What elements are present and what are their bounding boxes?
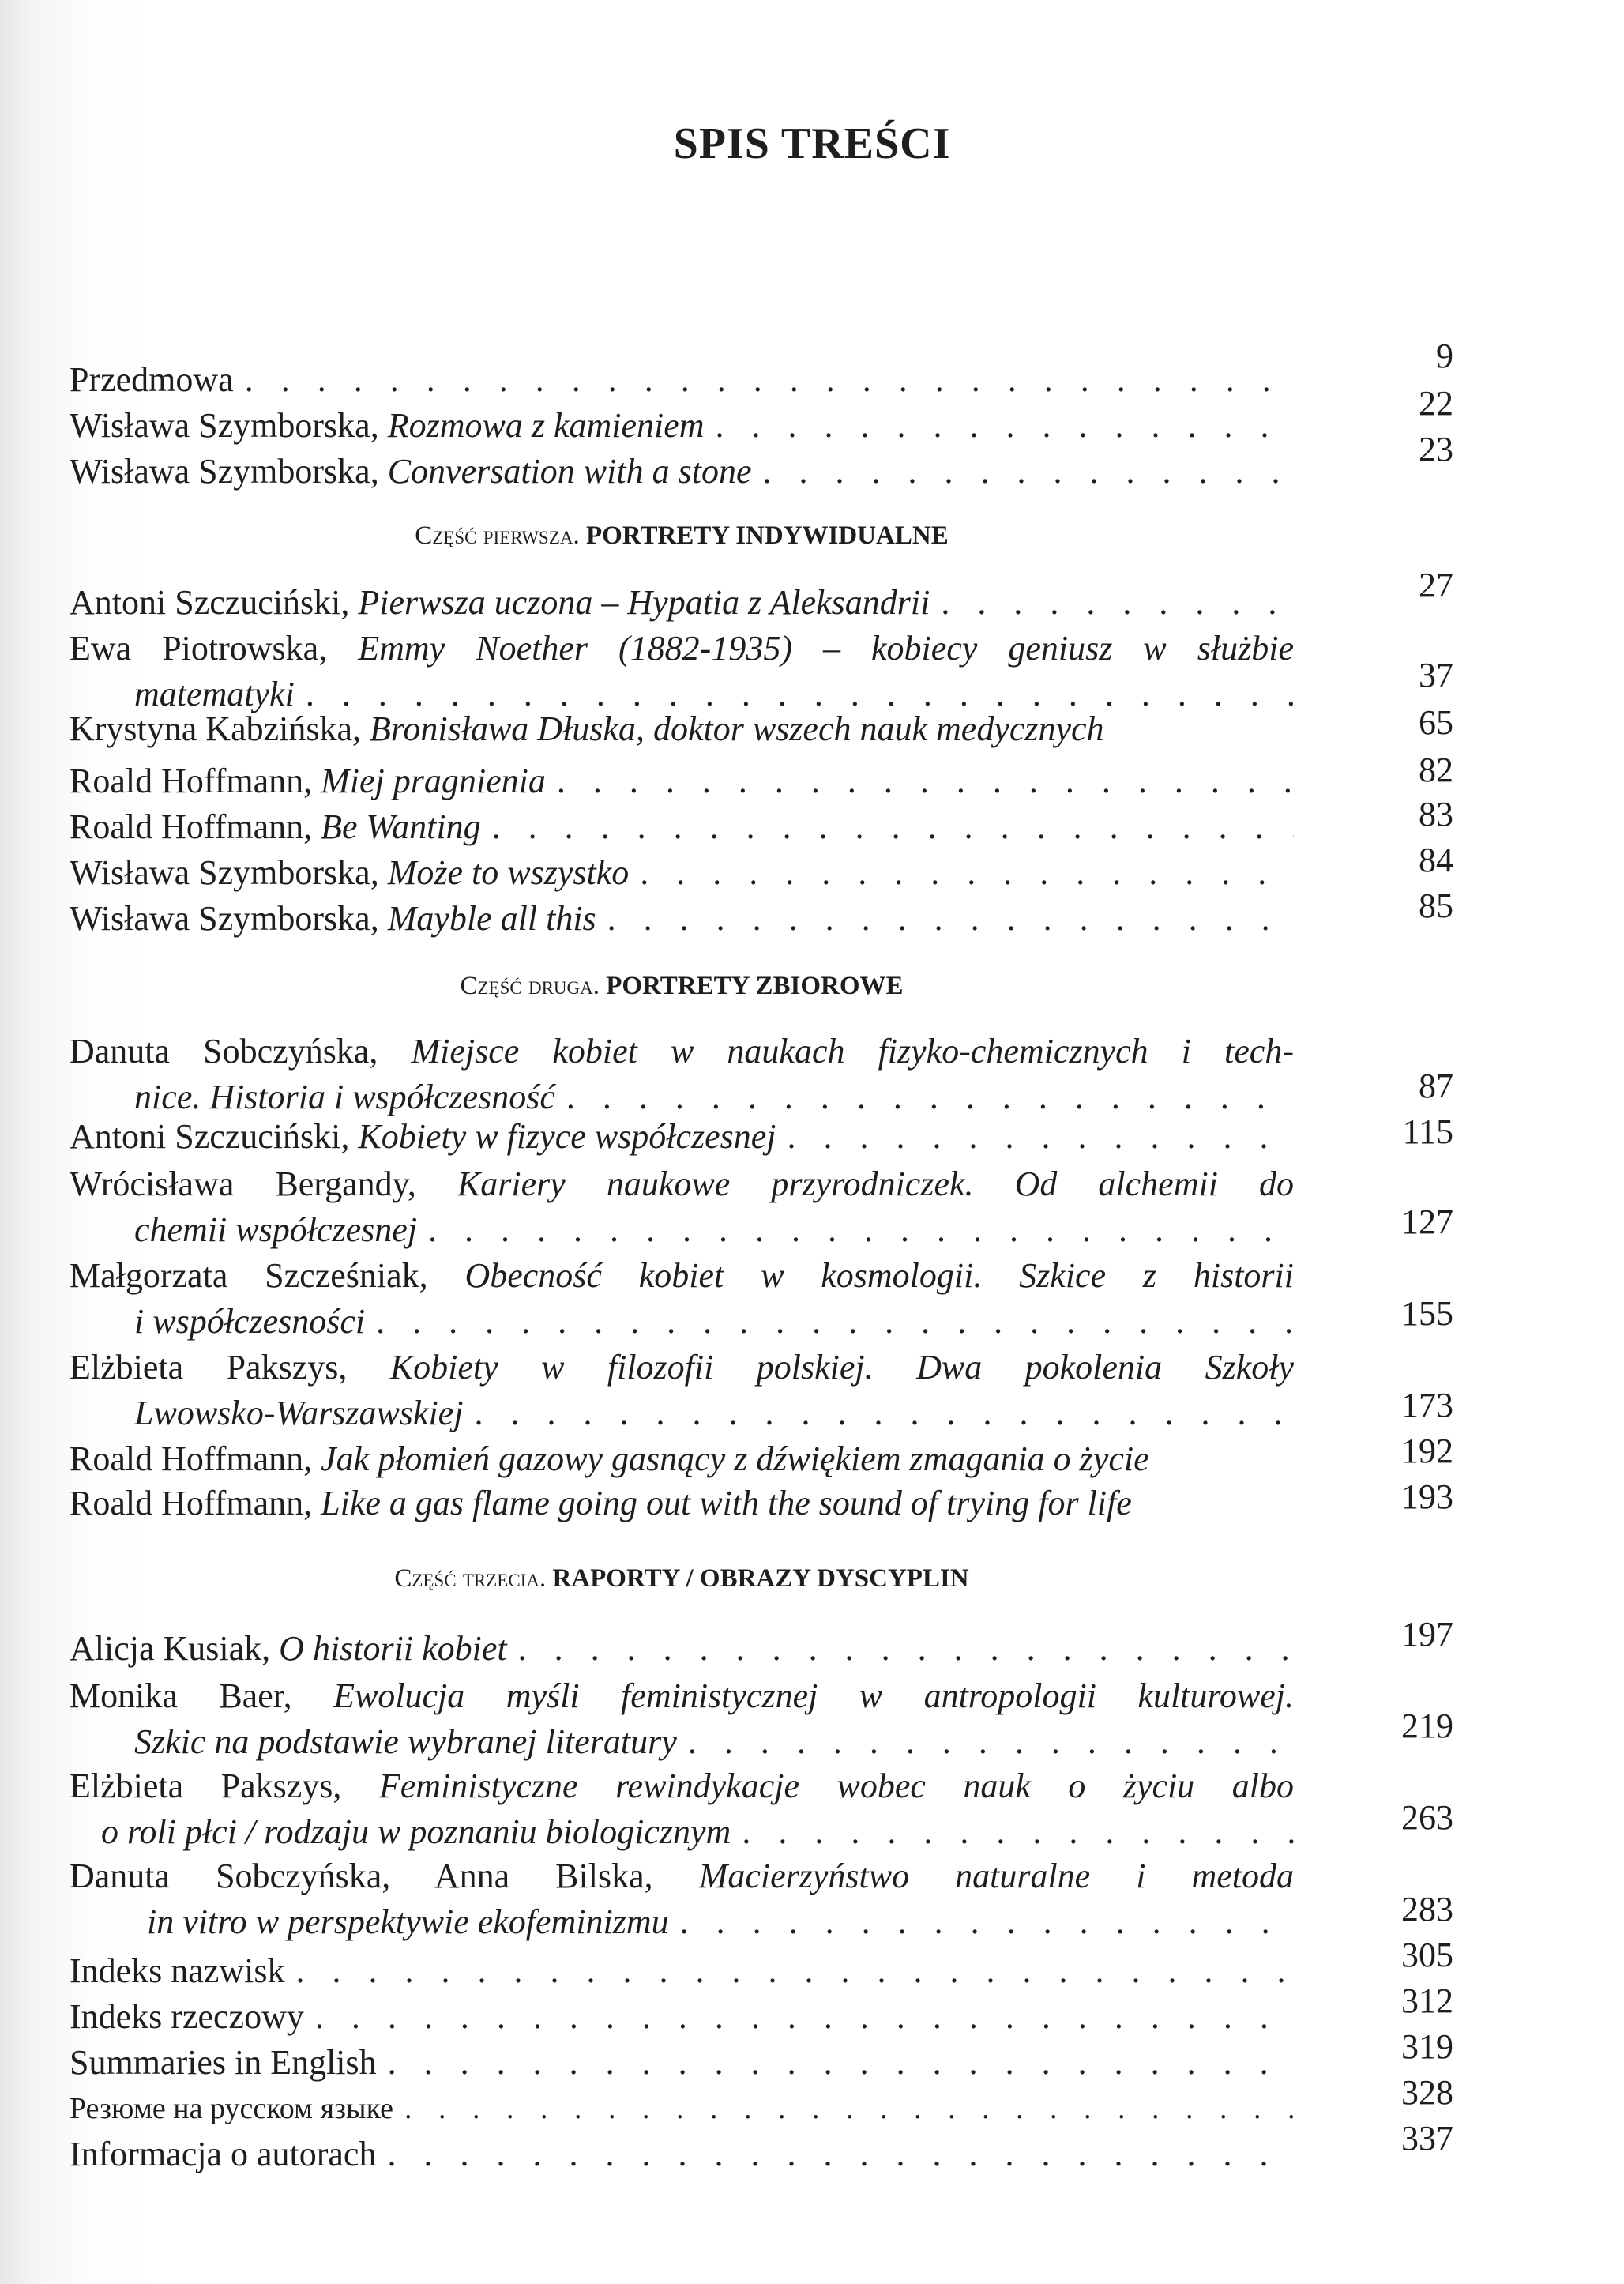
entry-title: Emmy Noether (1882-1935) – kobiecy geniusz w służbie bbox=[358, 629, 1295, 668]
entry-title: Obecność kobiet w kosmologii. Szkice z historii bbox=[464, 1256, 1294, 1295]
page-number: 337 bbox=[1401, 2119, 1453, 2158]
leader-dots bbox=[742, 1809, 1294, 1855]
page-number: 219 bbox=[1401, 1706, 1453, 1745]
leader-dots bbox=[245, 357, 1294, 403]
entry-author: Roald Hoffmann, bbox=[70, 1439, 313, 1478]
toc-entry bbox=[70, 449, 1294, 495]
leader-dots bbox=[428, 1207, 1294, 1253]
leader-dots bbox=[404, 2086, 1294, 2132]
toc-entry bbox=[70, 1626, 1294, 1672]
toc-entry bbox=[70, 1994, 1294, 2040]
page-number: 193 bbox=[1401, 1477, 1453, 1516]
section-heading bbox=[70, 518, 1294, 553]
page-number: 192 bbox=[1401, 1432, 1453, 1470]
page-number: 87 bbox=[1419, 1067, 1453, 1105]
entry-title: Kobiety w filozofii polskiej. Dwa pokolenia Szkoły bbox=[389, 1348, 1294, 1387]
entry-title: Miej pragnienia bbox=[321, 762, 546, 800]
entry-title: Pierwsza uczona – Hypatia z Aleksandrii bbox=[358, 583, 930, 622]
toc-entry bbox=[70, 850, 1294, 896]
entry-author: Roald Hoffmann, bbox=[70, 807, 313, 846]
entry-title: Informacja o autorach bbox=[70, 2135, 377, 2173]
page-number: 197 bbox=[1401, 1615, 1453, 1654]
entry-title-continued: in vitro w perspektywie ekofeminizmu bbox=[147, 1902, 669, 1941]
leader-dots bbox=[492, 804, 1294, 850]
leader-dots bbox=[296, 1948, 1295, 1994]
page-number: 23 bbox=[1419, 430, 1453, 468]
entry-author: Wisława Szymborska, bbox=[70, 899, 379, 938]
entry-title: Summaries in English bbox=[70, 2043, 377, 2082]
leader-dots bbox=[518, 1626, 1294, 1672]
entry-author: Elżbieta Pakszys, bbox=[70, 1348, 348, 1387]
toc-entry bbox=[70, 758, 1294, 804]
entry-title: O historii kobiet bbox=[279, 1629, 507, 1668]
entry-author: Wisława Szymborska, bbox=[70, 853, 379, 892]
entry-title-continued: nice. Historia i współczesność bbox=[134, 1078, 555, 1116]
toc-entry bbox=[70, 580, 1294, 626]
toc-entry bbox=[70, 706, 1294, 752]
leader-dots bbox=[376, 1299, 1294, 1345]
section-name: RAPORTY / OBRAZY DYSCYPLIN bbox=[552, 1564, 969, 1593]
page-number: 22 bbox=[1419, 384, 1453, 423]
leader-dots bbox=[315, 1994, 1294, 2040]
entry-title: Conversation with a stone bbox=[387, 452, 752, 491]
entry-author: Elżbieta Pakszys, bbox=[70, 1767, 342, 1805]
entry-title: Feministyczne rewindykacje wobec nauk o życiu albo bbox=[378, 1767, 1294, 1805]
toc-entry bbox=[70, 1029, 1294, 1120]
toc-entry bbox=[70, 1345, 1294, 1436]
leader-dots bbox=[607, 896, 1294, 942]
section-heading bbox=[70, 1561, 1294, 1596]
entry-title: Indeks nazwisk bbox=[70, 1951, 285, 1990]
entry-title: Miejsce kobiet w naukach fizyko-chemicznych i tech- bbox=[411, 1032, 1294, 1071]
section-label: Część druga. bbox=[460, 972, 600, 1000]
entry-author: Antoni Szczuciński, bbox=[70, 583, 350, 622]
entry-title-continued: Szkic na podstawie wybranej literatury bbox=[134, 1722, 677, 1761]
leader-dots bbox=[762, 449, 1294, 495]
page-number: 263 bbox=[1401, 1798, 1453, 1837]
entry-author: Antoni Szczuciński, bbox=[70, 1117, 350, 1156]
entry-title: Indeks rzeczowy bbox=[70, 1997, 304, 2036]
page-number: 65 bbox=[1419, 703, 1453, 742]
entry-author: Monika Baer, bbox=[70, 1676, 292, 1715]
entry-author: Danuta Sobczyńska, Anna Bilska, bbox=[70, 1857, 653, 1895]
section-name: PORTRETY INDYWIDUALNE bbox=[585, 521, 949, 550]
entry-author: Małgorzata Szcześniak, bbox=[70, 1256, 428, 1295]
entry-title-continued: Lwowsko-Warszawskiej bbox=[134, 1394, 464, 1432]
leader-dots bbox=[688, 1719, 1294, 1765]
leader-dots bbox=[474, 1390, 1294, 1436]
toc-entry bbox=[70, 1161, 1294, 1253]
entry-title: Kariery naukowe przyrodniczek. Od alchemii do bbox=[457, 1165, 1294, 1203]
entry-title: Rozmowa z kamieniem bbox=[387, 406, 705, 445]
entry-title: Mayble all this bbox=[387, 899, 596, 938]
leader-dots bbox=[680, 1899, 1294, 1945]
entry-title: Be Wanting bbox=[321, 807, 481, 846]
toc-entry bbox=[70, 626, 1294, 717]
entry-title: Może to wszystko bbox=[387, 853, 630, 892]
page-number: 9 bbox=[1436, 337, 1453, 375]
toc-entry bbox=[70, 2040, 1294, 2086]
entry-title: Jak płomień gazowy gasnący z dźwiękiem zmagania o życie bbox=[321, 1439, 1149, 1478]
leader-dots bbox=[388, 2040, 1294, 2086]
page-number: 85 bbox=[1419, 886, 1453, 925]
toc-entry bbox=[70, 1114, 1294, 1160]
toc-entry bbox=[70, 1673, 1294, 1765]
toc-entry bbox=[70, 2086, 1294, 2132]
leader-dots bbox=[640, 850, 1294, 896]
entry-title-continued: matematyki bbox=[134, 675, 295, 713]
page-number: 312 bbox=[1401, 1981, 1453, 2020]
section-heading bbox=[70, 969, 1294, 1003]
page-number: 173 bbox=[1401, 1386, 1453, 1424]
entry-title: Like a gas flame going out with the sound of trying for life bbox=[321, 1484, 1132, 1522]
page-number: 305 bbox=[1401, 1936, 1453, 1974]
page-number: 283 bbox=[1401, 1890, 1453, 1928]
leader-dots bbox=[716, 403, 1294, 449]
page-number: 82 bbox=[1419, 751, 1453, 789]
toc-entry bbox=[70, 2132, 1294, 2177]
toc-entry bbox=[70, 403, 1294, 449]
toc-entry bbox=[70, 1763, 1294, 1855]
entry-title: Macierzyństwo naturalne i metoda bbox=[698, 1857, 1295, 1895]
leader-dots bbox=[387, 2132, 1294, 2177]
toc-entry bbox=[70, 1436, 1294, 1482]
entry-author: Wrócisława Bergandy, bbox=[70, 1165, 416, 1203]
entry-title: Kobiety w fizyce współczesnej bbox=[358, 1117, 776, 1156]
page-number: 115 bbox=[1402, 1112, 1453, 1151]
entry-author: Wisława Szymborska, bbox=[70, 406, 379, 445]
toc-entry bbox=[70, 1481, 1294, 1526]
page-number: 27 bbox=[1419, 566, 1453, 604]
section-name: PORTRETY ZBIOROWE bbox=[606, 972, 904, 1000]
page-title: SPIS TREŚCI bbox=[673, 119, 951, 168]
page-number: 328 bbox=[1401, 2073, 1453, 2112]
page-number: 127 bbox=[1401, 1202, 1453, 1241]
leader-dots bbox=[788, 1114, 1294, 1160]
entry-author: Alicja Kusiak, bbox=[70, 1629, 271, 1668]
toc-entry bbox=[70, 1948, 1294, 1994]
page-number: 155 bbox=[1401, 1294, 1453, 1333]
entry-title: Резюме на русском языке bbox=[70, 2092, 393, 2125]
toc-entry bbox=[70, 896, 1294, 942]
entry-title: Przedmowa bbox=[70, 360, 234, 399]
page-number: 84 bbox=[1419, 841, 1453, 879]
toc-entry bbox=[70, 1253, 1294, 1345]
entry-author: Danuta Sobczyńska, bbox=[70, 1032, 378, 1071]
toc-entry bbox=[70, 357, 1294, 403]
section-label: Część pierwsza. bbox=[415, 521, 580, 550]
entry-author: Ewa Piotrowska, bbox=[70, 629, 328, 668]
entry-title-continued: i współczesności bbox=[134, 1302, 366, 1341]
entry-title: Ewolucja myśli feministycznej w antropologii kulturowej. bbox=[333, 1676, 1294, 1715]
entry-author: Krystyna Kabzińska, bbox=[70, 709, 362, 748]
entry-title-continued: o roli płci / rodzaju w poznaniu biologicznym bbox=[101, 1812, 731, 1851]
section-label: Część trzecia. bbox=[394, 1564, 547, 1593]
leader-dots bbox=[557, 758, 1294, 804]
entry-author: Roald Hoffmann, bbox=[70, 1484, 313, 1522]
page-number: 37 bbox=[1419, 656, 1453, 694]
leader-dots bbox=[941, 580, 1294, 626]
page-number: 83 bbox=[1419, 795, 1453, 833]
toc-entry bbox=[70, 804, 1294, 850]
entry-title: Bronisława Dłuska, doktor wszech nauk medycznych bbox=[370, 709, 1104, 748]
page-number: 319 bbox=[1401, 2027, 1453, 2066]
entry-title-continued: chemii współczesnej bbox=[134, 1210, 418, 1249]
toc-entry bbox=[70, 1853, 1294, 1945]
entry-author: Roald Hoffmann, bbox=[70, 762, 313, 800]
entry-author: Wisława Szymborska, bbox=[70, 452, 379, 491]
